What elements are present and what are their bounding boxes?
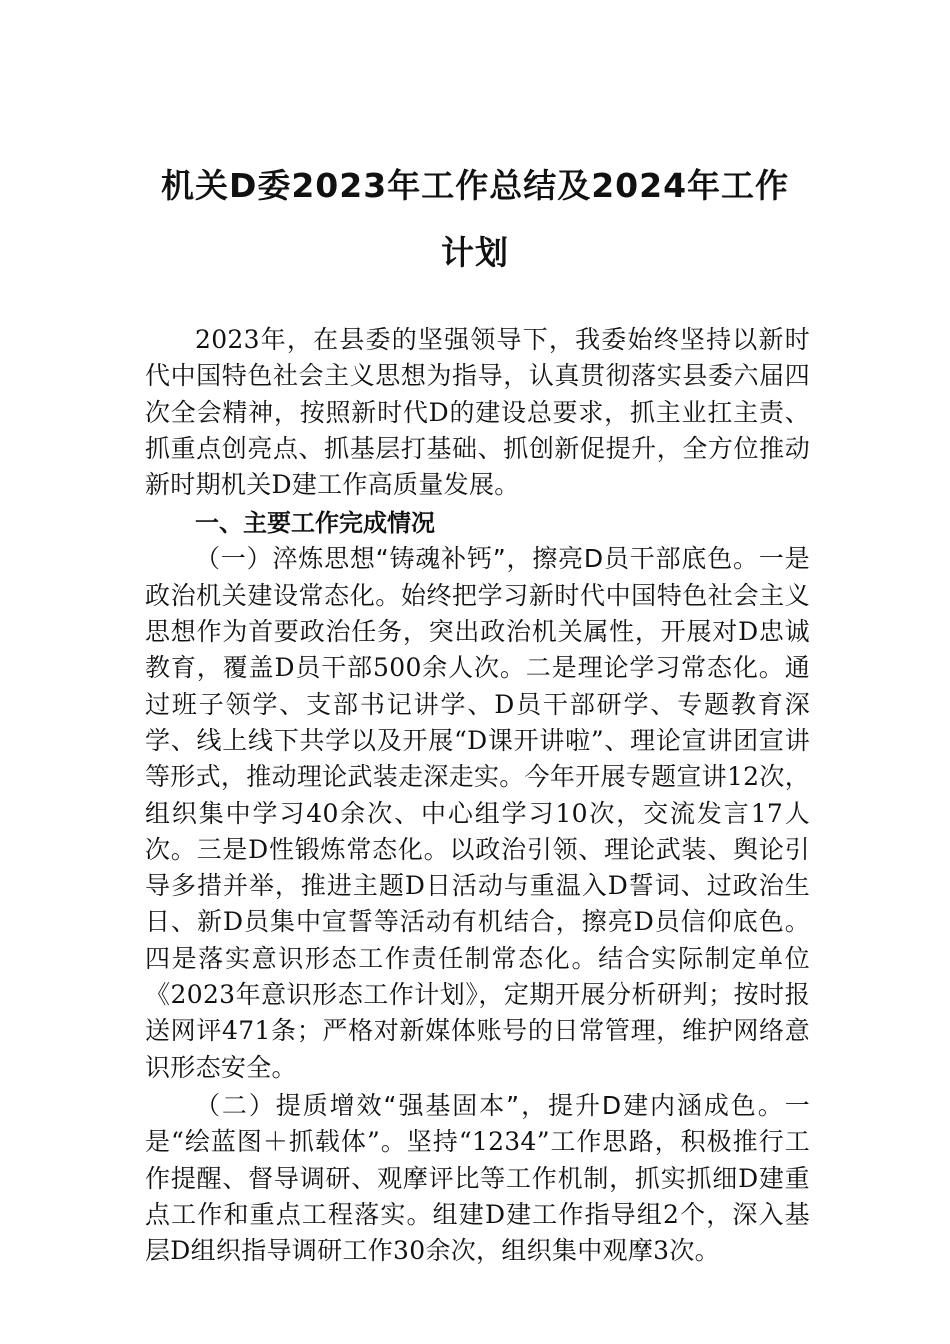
subsection-2-paragraph: [145, 1088, 810, 1269]
subsection-1-body: 一是政治机关建设常态化。始终把学习新时代中国特色社会主义思想作为首要政治任务，突出政治机关属性，开展对D忠诚教育，覆盖D员干部500余人次。二是理论学习常态化。通过班子领学、支部书记讲学、D员干部研学、专题教育深学、线上线下共学以及开展“D课开讲啦”、理论宣讲团宣讲等形式，推动理论武装走深走实。今年开展专题宣讲12次，组织集中学习40余次、中心组学习10次，交流发言17人次。三是D性锻炼常态化。以政治引领、理论武装、舆论引导多措并举，推进主题D日活动与重温入D誓词、过政治生日、新D员集中宣誓等活动有机结合，擦亮D员信仰底色。四是落实意识形态工作责任制常态化。结合实际制定单位《2023年意识形态工作计划》，定期开展分析研判；按时报送网评471条；严格对新媒体账号的日常管理，维护网络意识形态安全。: [145, 544, 810, 1082]
document-title-line-2: 计划: [441, 233, 509, 272]
document-body: [145, 322, 810, 1269]
section-heading-1: 一、主要工作完成情况: [195, 509, 435, 538]
subsection-1-heading: （一）淬炼思想“铸魂补钙”，擦亮D员干部底色。: [195, 544, 759, 574]
subsection-1-paragraph: [145, 541, 810, 1085]
subsection-2-heading: （二）提质增效“强基固本”，提升D建内涵成色。: [195, 1090, 785, 1120]
subsection-2-body: 一是“绘蓝图＋抓载体”。坚持“1234”工作思路，积极推行工作提醒、督导调研、观摩评比等工作机制，抓实抓细D建重点工作和重点工程落实。组建D建工作指导组2个，深入基层D组织指导调研工作30余次，组织集中观摩3次。: [145, 1090, 810, 1266]
intro-paragraph: 2023年，在县委的坚强领导下，我委始终坚持以新时代中国特色社会主义思想为指导，认真贯彻落实县委六届四次全会精神，按照新时代D的建设总要求，抓主业扛主责、抓重点创亮点、抓基层打基础、抓创新促提升，全方位推动新时期机关D建工作高质量发展。: [145, 325, 810, 500]
document-title-line-1: 机关D委2023年工作总结及2024年工作: [160, 166, 790, 205]
